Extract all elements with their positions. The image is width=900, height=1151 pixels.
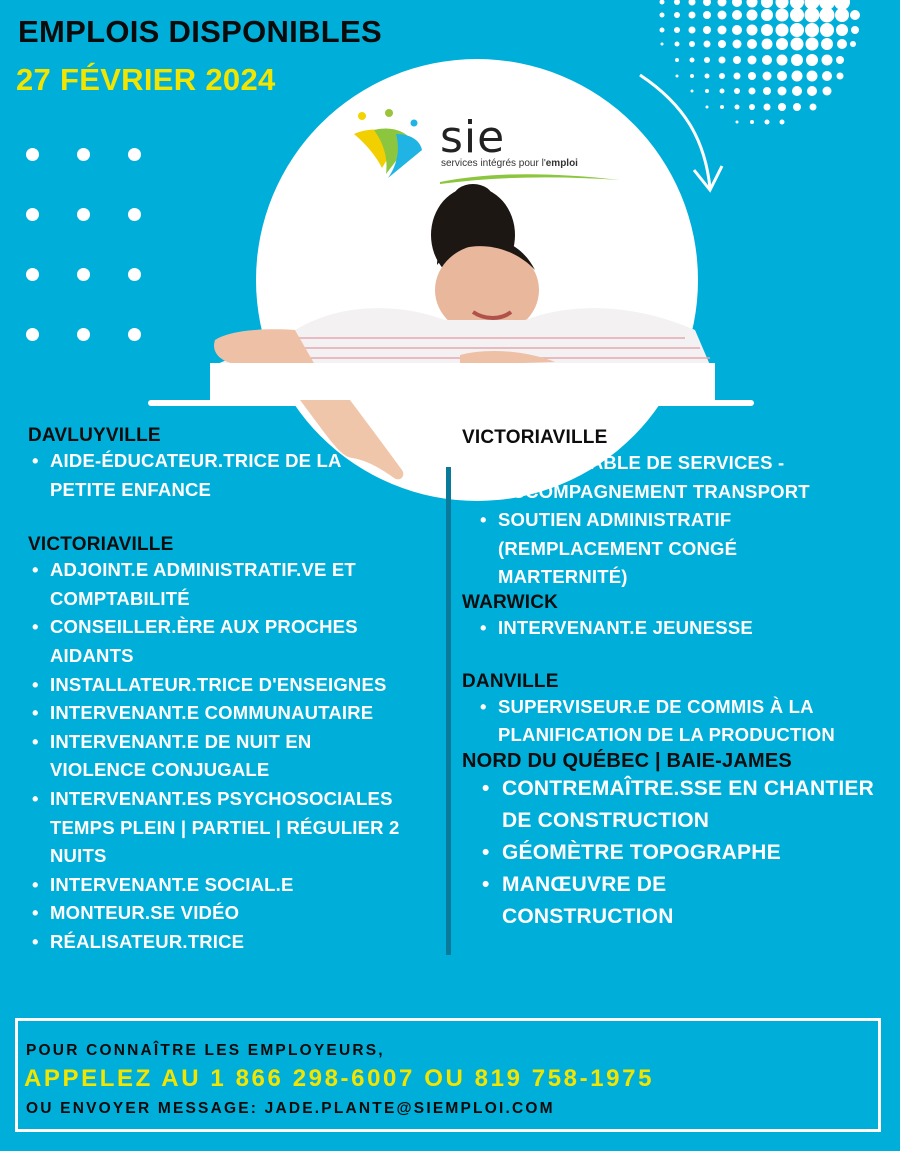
city-heading-davluyville: DAVLUYVILLE xyxy=(28,425,161,446)
job-item[interactable]: • AIDE-ÉDUCATEUR.TRICE DE LA PETITE ENFANCE xyxy=(28,447,410,504)
city-heading-victoriaville: VICTORIAVILLE xyxy=(28,534,174,556)
right-job-column xyxy=(462,427,892,933)
contact-phone[interactable]: APPELEZ AU 1 866 298-6007 OU 819 758-1975 xyxy=(24,1065,655,1092)
job-list-davluyville xyxy=(28,447,448,504)
job-item[interactable]: • RESPONSABLE DE SERVICES - ACCOMPAGNEMENT TRANSPORT xyxy=(462,449,888,506)
page-date: 27 FÉVRIER 2024 xyxy=(16,62,276,97)
page-title: EMPLOIS DISPONIBLES xyxy=(18,14,382,49)
city-heading-danville: DANVILLE xyxy=(462,670,559,692)
job-list-nord-du-quebec xyxy=(462,773,892,933)
job-item[interactable]: • INTERVENANT.E DE NUIT EN VIOLENCE CONJUGALE xyxy=(28,728,380,785)
job-item[interactable]: • INTERVENANT.E SOCIAL.E xyxy=(28,871,448,900)
job-item[interactable]: • MONTEUR.SE VIDÉO xyxy=(28,899,448,928)
sie-logo-mark-icon xyxy=(352,108,442,188)
contact-intro: POUR CONNAÎTRE LES EMPLOYEURS, xyxy=(26,1042,385,1059)
job-item[interactable]: • CONSEILLER.ÈRE AUX PROCHES AIDANTS xyxy=(28,613,410,670)
job-list-danville xyxy=(462,693,892,750)
left-job-column xyxy=(28,425,448,957)
separator-bar xyxy=(148,400,754,406)
logo-tagline xyxy=(441,158,578,169)
job-item[interactable]: • INTERVENANT.ES PSYCHOSOCIALES TEMPS PLEIN | PARTIEL | RÉGULIER 2 NUITS xyxy=(28,785,445,871)
logo-tagline-bold: emploi xyxy=(545,158,578,169)
city-heading-nord-du-quebec: NORD DU QUÉBEC | BAIE-JAMES xyxy=(462,749,792,772)
job-list-victoriaville-right xyxy=(462,449,892,592)
job-item[interactable]: • MANŒUVRE DE CONSTRUCTION xyxy=(462,869,762,933)
job-item[interactable]: • RÉALISATEUR.TRICE xyxy=(28,928,448,957)
job-item[interactable]: • CONTREMAÎTRE.SSE EN CHANTIER DE CONSTRUCTION xyxy=(462,773,900,837)
job-item[interactable]: • INTERVENANT.E COMMUNAUTAIRE xyxy=(28,699,448,728)
logo-wordmark: sie xyxy=(440,112,506,163)
city-heading-victoriaville: VICTORIAVILLE xyxy=(462,427,608,448)
job-item[interactable]: • SUPERVISEUR.E DE COMMIS À LA PLANIFICATION DE LA PRODUCTION xyxy=(462,693,898,750)
job-item[interactable]: • INTERVENANT.E JEUNESSE xyxy=(462,614,892,643)
job-item[interactable]: • GÉOMÈTRE TOPOGRAPHE xyxy=(462,837,892,869)
job-item[interactable]: • INSTALLATEUR.TRICE D'ENSEIGNES xyxy=(28,671,448,700)
photo-ledge xyxy=(210,363,715,401)
city-heading-warwick: WARWICK xyxy=(462,591,559,613)
job-item[interactable]: • SOUTIEN ADMINISTRATIF (REMPLACEMENT CONGÉ MARTERNITÉ) xyxy=(462,506,828,592)
dot-grid-icon xyxy=(22,144,152,344)
logo-tagline-text: services intégrés pour l' xyxy=(441,158,546,169)
job-item[interactable]: • ADJOINT.E ADMINISTRATIF.VE ET COMPTABILITÉ xyxy=(28,556,420,613)
contact-email[interactable]: OU ENVOYER MESSAGE: JADE.PLANTE@SIEMPLOI.COM xyxy=(26,1100,555,1117)
job-list-warwick xyxy=(462,614,892,643)
job-list-victoriaville-left xyxy=(28,556,448,956)
